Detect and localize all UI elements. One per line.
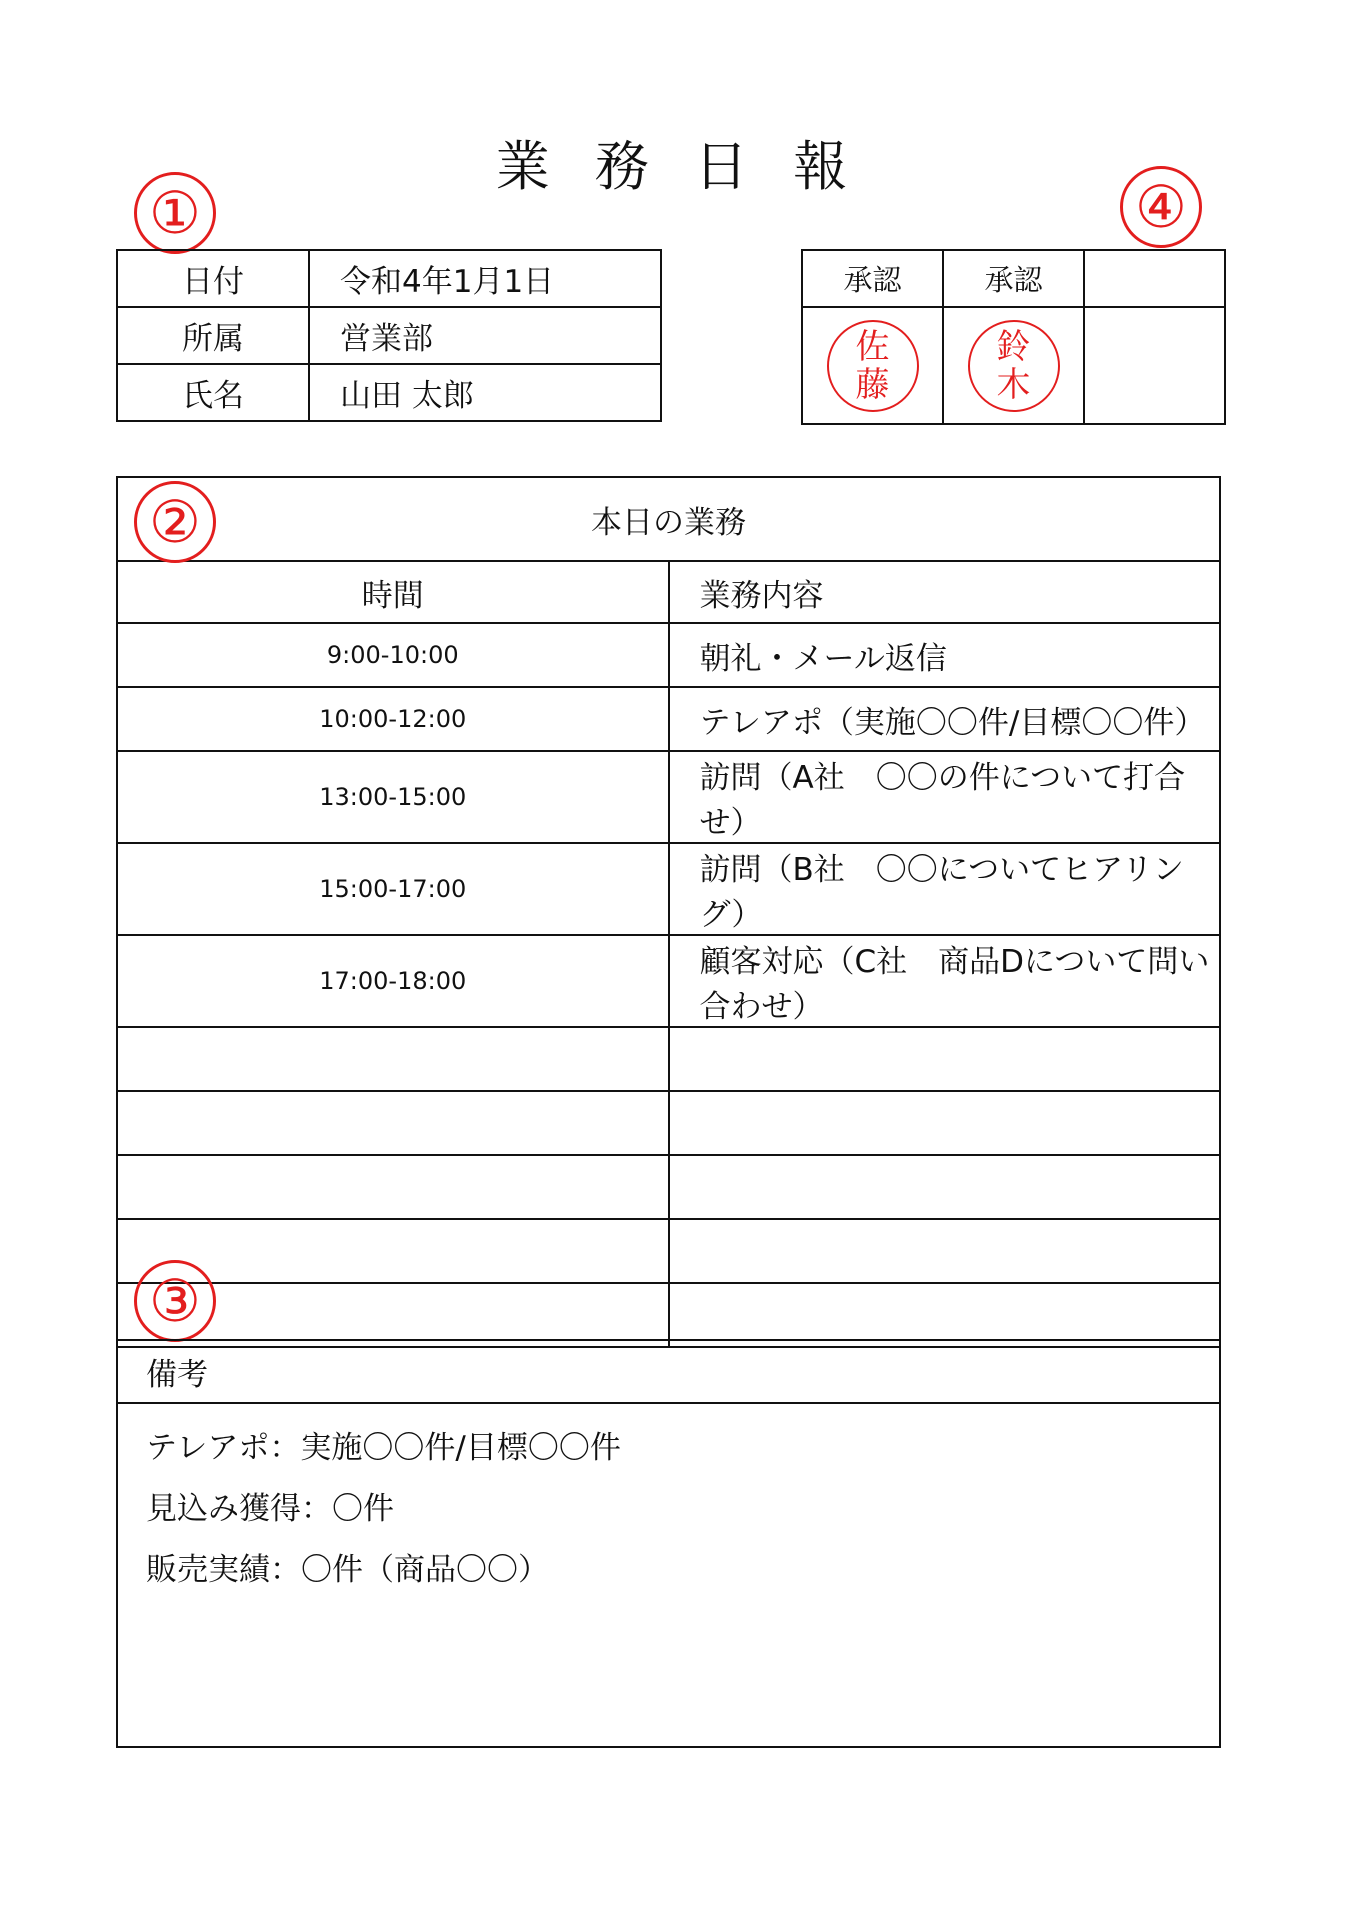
time-cell[interactable] <box>117 1027 669 1091</box>
approval-header-row <box>802 250 1225 307</box>
time-cell[interactable]: 15:00-17:00 <box>117 843 669 935</box>
seal-char: 佐 <box>855 326 890 367</box>
content-cell[interactable] <box>669 1219 1221 1283</box>
approval-cell-2[interactable] <box>943 307 1084 424</box>
approval-cell-1[interactable] <box>802 307 943 424</box>
approval-seal-sato <box>827 320 919 412</box>
table-row <box>117 1283 1220 1347</box>
time-cell[interactable]: 10:00-12:00 <box>117 687 669 751</box>
date-value[interactable]: 令和4年1月1日 <box>309 250 661 307</box>
notes-body-row <box>117 1403 1220 1747</box>
schedule-column-header-row <box>117 561 1220 623</box>
section-marker-2: ② <box>134 481 216 563</box>
department-label: 所属 <box>117 307 309 364</box>
schedule-title: 本日の業務 <box>117 477 1220 561</box>
seal-char: 鈴 <box>996 326 1031 367</box>
note-line: テレアポ：実施〇〇件/目標〇〇件 <box>146 1430 621 1466</box>
table-row <box>117 751 1220 843</box>
content-cell[interactable] <box>669 1155 1221 1219</box>
time-cell[interactable] <box>117 1091 669 1155</box>
time-column-header: 時間 <box>117 561 669 623</box>
notes-body[interactable] <box>117 1403 1220 1747</box>
table-row <box>117 687 1220 751</box>
approval-header-1: 承認 <box>802 250 943 307</box>
table-row <box>117 935 1220 1027</box>
section-marker-4: ④ <box>1120 166 1202 248</box>
schedule-table <box>116 476 1221 1348</box>
info-table <box>116 249 662 422</box>
table-row <box>117 1027 1220 1091</box>
content-cell[interactable] <box>669 1283 1221 1347</box>
content-cell[interactable]: 訪問（B社 〇〇についてヒアリング） <box>669 843 1221 935</box>
time-cell[interactable]: 17:00-18:00 <box>117 935 669 1027</box>
notes-header: 備考 <box>117 1340 1220 1403</box>
content-cell[interactable]: 訪問（A社 〇〇の件について打合せ） <box>669 751 1221 843</box>
date-label: 日付 <box>117 250 309 307</box>
seal-char: 藤 <box>855 364 890 405</box>
table-row <box>117 1155 1220 1219</box>
table-row <box>117 1091 1220 1155</box>
approval-header-3 <box>1084 250 1225 307</box>
content-cell[interactable]: テレアポ（実施〇〇件/目標〇〇件） <box>669 687 1221 751</box>
info-row-department <box>117 307 661 364</box>
table-row <box>117 623 1220 687</box>
time-cell[interactable]: 9:00-10:00 <box>117 623 669 687</box>
name-label: 氏名 <box>117 364 309 421</box>
note-line: 販売実績：〇件（商品〇〇） <box>146 1552 549 1588</box>
content-column-header: 業務内容 <box>669 561 1221 623</box>
content-cell[interactable] <box>669 1027 1221 1091</box>
approval-table <box>801 249 1226 425</box>
info-row-name <box>117 364 661 421</box>
table-row <box>117 1219 1220 1283</box>
approval-seal-suzuki <box>968 320 1060 412</box>
content-cell[interactable] <box>669 1091 1221 1155</box>
name-value[interactable]: 山田 太郎 <box>309 364 661 421</box>
content-cell[interactable]: 顧客対応（C社 商品Dについて問い合わせ） <box>669 935 1221 1027</box>
section-marker-3: ③ <box>134 1260 216 1342</box>
seal-char: 木 <box>996 364 1031 405</box>
info-row-date <box>117 250 661 307</box>
table-row <box>117 843 1220 935</box>
content-cell[interactable]: 朝礼・メール返信 <box>669 623 1221 687</box>
time-cell[interactable]: 13:00-15:00 <box>117 751 669 843</box>
section-marker-1: ① <box>134 172 216 254</box>
note-line: 見込み獲得：〇件 <box>146 1491 394 1527</box>
approval-cell-3[interactable] <box>1084 307 1225 424</box>
department-value[interactable]: 営業部 <box>309 307 661 364</box>
notes-header-row <box>117 1340 1220 1403</box>
schedule-title-row <box>117 477 1220 561</box>
approval-stamp-row <box>802 307 1225 424</box>
time-cell[interactable] <box>117 1155 669 1219</box>
approval-header-2: 承認 <box>943 250 1084 307</box>
notes-table <box>116 1339 1221 1748</box>
page-title: 業 務 日 報 <box>495 135 862 198</box>
